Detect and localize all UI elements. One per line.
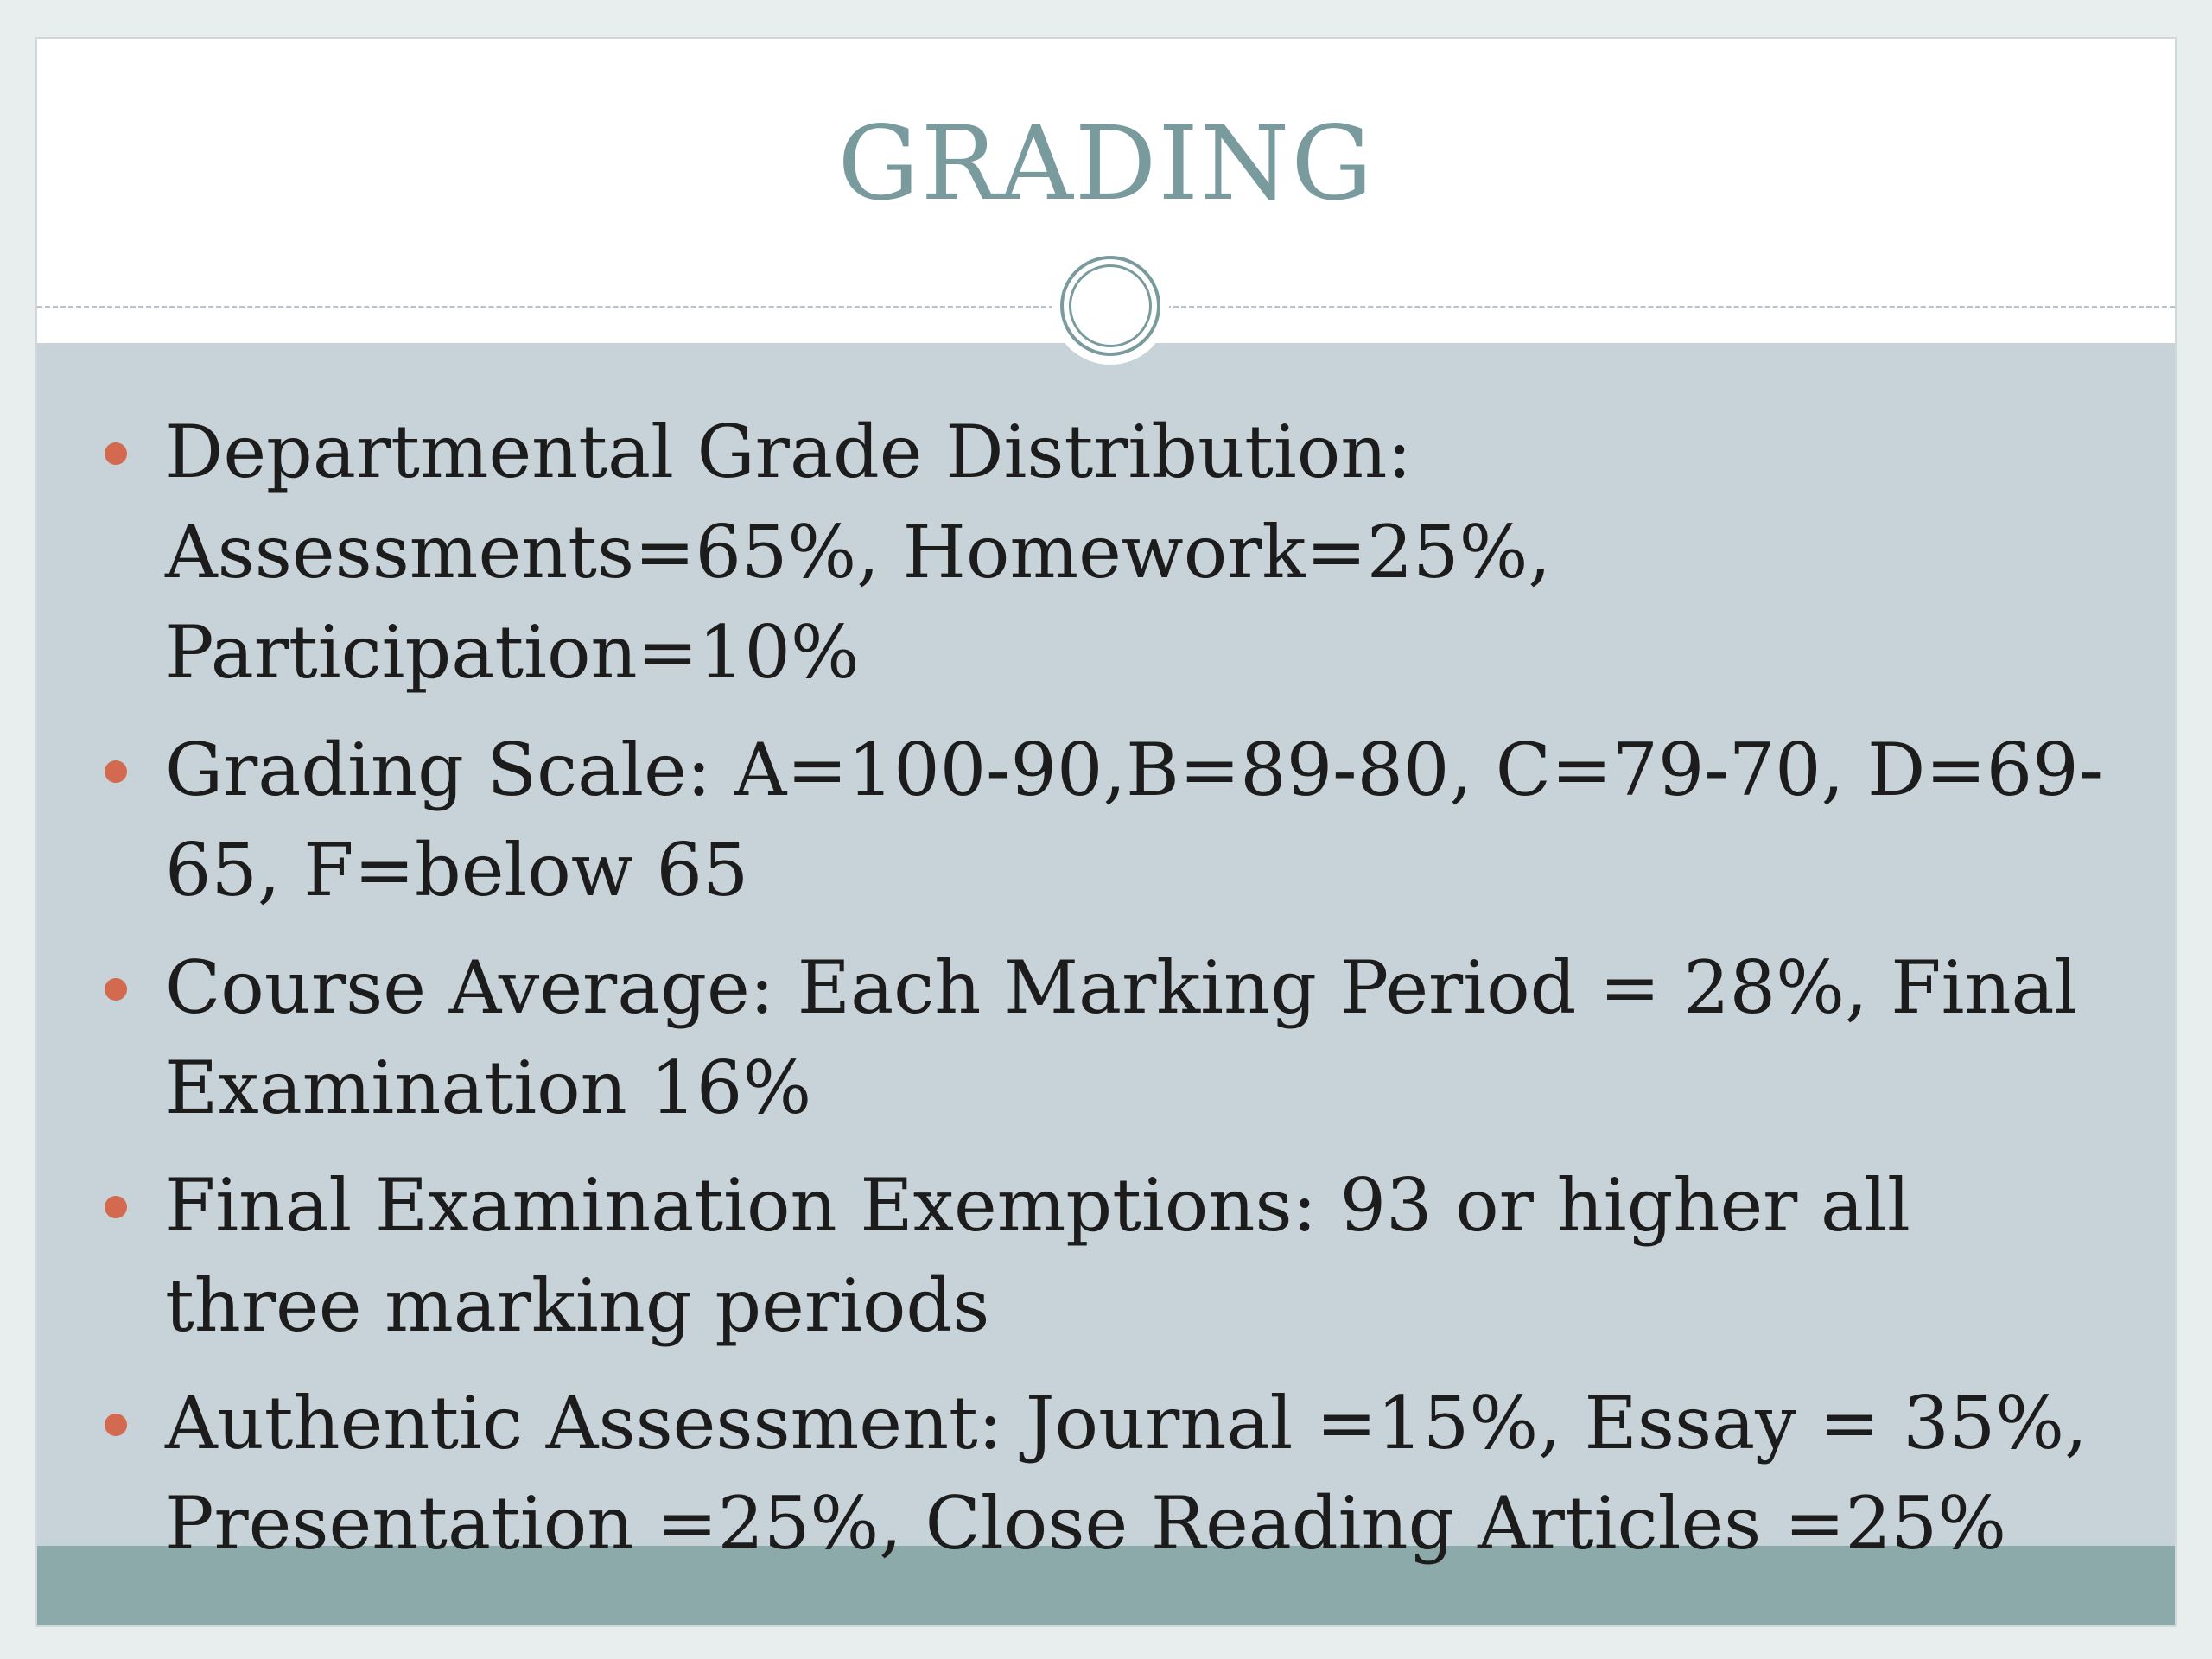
slide	[35, 37, 2177, 1627]
bullet-text: Grading Scale: A=100-90,B=89-80, C=79-70, D=69-65, F=below 65	[165, 728, 2104, 912]
bullet-item	[37, 1373, 2111, 1573]
dot-bullet-icon	[105, 442, 127, 465]
bullet-text: Authentic Assessment: Journal =15%, Essay = 35%, Presentation =25%, Close Reading Articles =25%	[165, 1381, 2088, 1566]
double-circle-icon	[1052, 247, 1169, 365]
dot-bullet-icon	[105, 978, 127, 1001]
bullet-item	[37, 1155, 2111, 1356]
dot-bullet-icon	[105, 1414, 127, 1436]
bullet-item	[37, 938, 2111, 1138]
bullet-text: Departmental Grade Distribution: Assessments=65%, Homework=25%, Participation=10%	[165, 410, 1552, 695]
dot-bullet-icon	[105, 1196, 127, 1218]
bullet-list	[37, 402, 2111, 1591]
dot-bullet-icon	[105, 760, 127, 783]
bullet-text: Course Average: Each Marking Period = 28%, Final Examination 16%	[165, 945, 2078, 1130]
ornament-inner-ring	[1069, 264, 1152, 347]
bullet-item	[37, 720, 2111, 920]
slide-title: GRADING	[837, 104, 1375, 223]
bullet-text: Final Examination Exemptions: 93 or higher all three marking periods	[165, 1163, 1910, 1348]
bullet-item	[37, 402, 2111, 702]
